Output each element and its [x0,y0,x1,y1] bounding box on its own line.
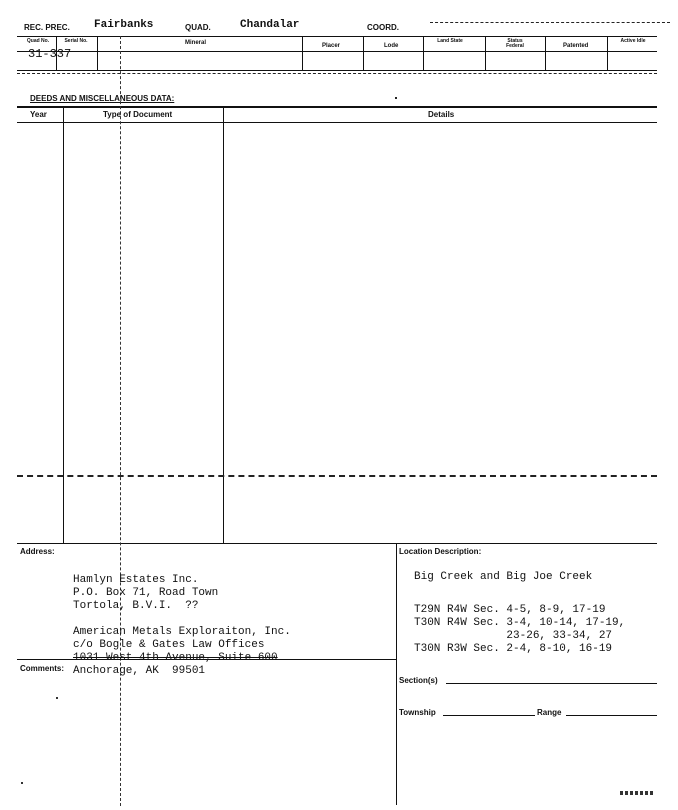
address-line-1: Hamlyn Estates Inc. [73,574,199,586]
range-blank [566,715,657,716]
stray-dot [395,97,397,99]
header-divider-4 [363,36,364,70]
address-label: Address: [20,547,55,556]
header-divider-1 [56,36,57,70]
location-name: Big Creek and Big Joe Creek [414,571,593,583]
scan-overlay-line [120,36,121,806]
col-lode: Lode [384,43,399,49]
corner-smudge [620,791,654,795]
header-divider-3 [302,36,303,70]
col-quad-no: Quad No. [26,38,50,44]
location-line-4: T30N R3W Sec. 2-4, 8-10, 16-19 [414,643,613,655]
deeds-header-top [17,106,657,108]
header-divider-5 [423,36,424,70]
header-cut-line [17,73,657,74]
township-label: Township [399,708,436,717]
location-label: Location Description: [399,547,482,556]
location-line-3: 23-26, 33-34, 27 [414,630,613,642]
col-placer: Placer [322,43,341,49]
col-active-idle: Active Idle [620,38,646,44]
deeds-header-bottom [17,122,657,123]
deeds-bottom-line [17,543,657,544]
address-line-7: Anchorage, AK 99501 [73,665,206,677]
deeds-divider-type [223,106,224,544]
comments-label: Comments: [20,664,65,673]
location-line-2: T30N R4W Sec. 3-4, 10-14, 17-19, [414,617,626,629]
deeds-col-type: Type of Document [103,110,173,119]
deeds-title: DEEDS AND MISCELLANEOUS DATA: [30,94,175,103]
header-top-rule [430,22,670,23]
deeds-col-details: Details [428,110,455,119]
address-line-2: P.O. Box 71, Road Town [73,587,219,599]
location-line-1: T29N R4W Sec. 4-5, 8-9, 17-19 [414,604,606,616]
address-line-4: American Metals Exploraiton, Inc. [73,626,291,638]
header-row-bottom-line [17,70,657,71]
col-land-state: Land State [437,38,463,44]
address-line-3: Tortola, B.V.I. ?? [73,600,199,612]
header-divider-8 [607,36,608,70]
deeds-col-year: Year [30,110,47,119]
stray-mark-1 [56,697,58,699]
range-label: Range [537,708,562,717]
header-row-mid-line [17,51,657,52]
col-status-federal: Status Federal [506,38,524,49]
address-line-5: c/o Bogle & Gates Law Offices [73,639,265,651]
header-row-top-line [17,36,657,37]
deeds-cut-line [17,475,657,477]
rec-prec-value: Fairbanks [94,19,154,31]
coord-label: COORD. [367,23,399,32]
comments-top-line [17,659,396,660]
address-location-divider [396,543,397,805]
rec-prec-label: REC. PREC. [24,23,70,32]
header-divider-7 [545,36,546,70]
township-blank [443,715,535,716]
quad-no-value: 31-337 [28,47,72,61]
deeds-divider-year [63,106,64,544]
stray-mark-2 [21,782,23,784]
section-blank [446,683,657,684]
header-divider-6 [485,36,486,70]
quad-label: QUAD. [185,23,211,32]
col-mineral: Mineral [185,40,207,46]
col-serial-no: Serial No. [64,38,88,44]
section-label: Section(s) [399,676,438,685]
address-line-6: 1031 West 4th Avenue, Suite 600 [73,652,278,664]
quad-value: Chandalar [240,19,300,31]
col-patented: Patented [563,43,589,49]
header-divider-2 [97,36,98,70]
